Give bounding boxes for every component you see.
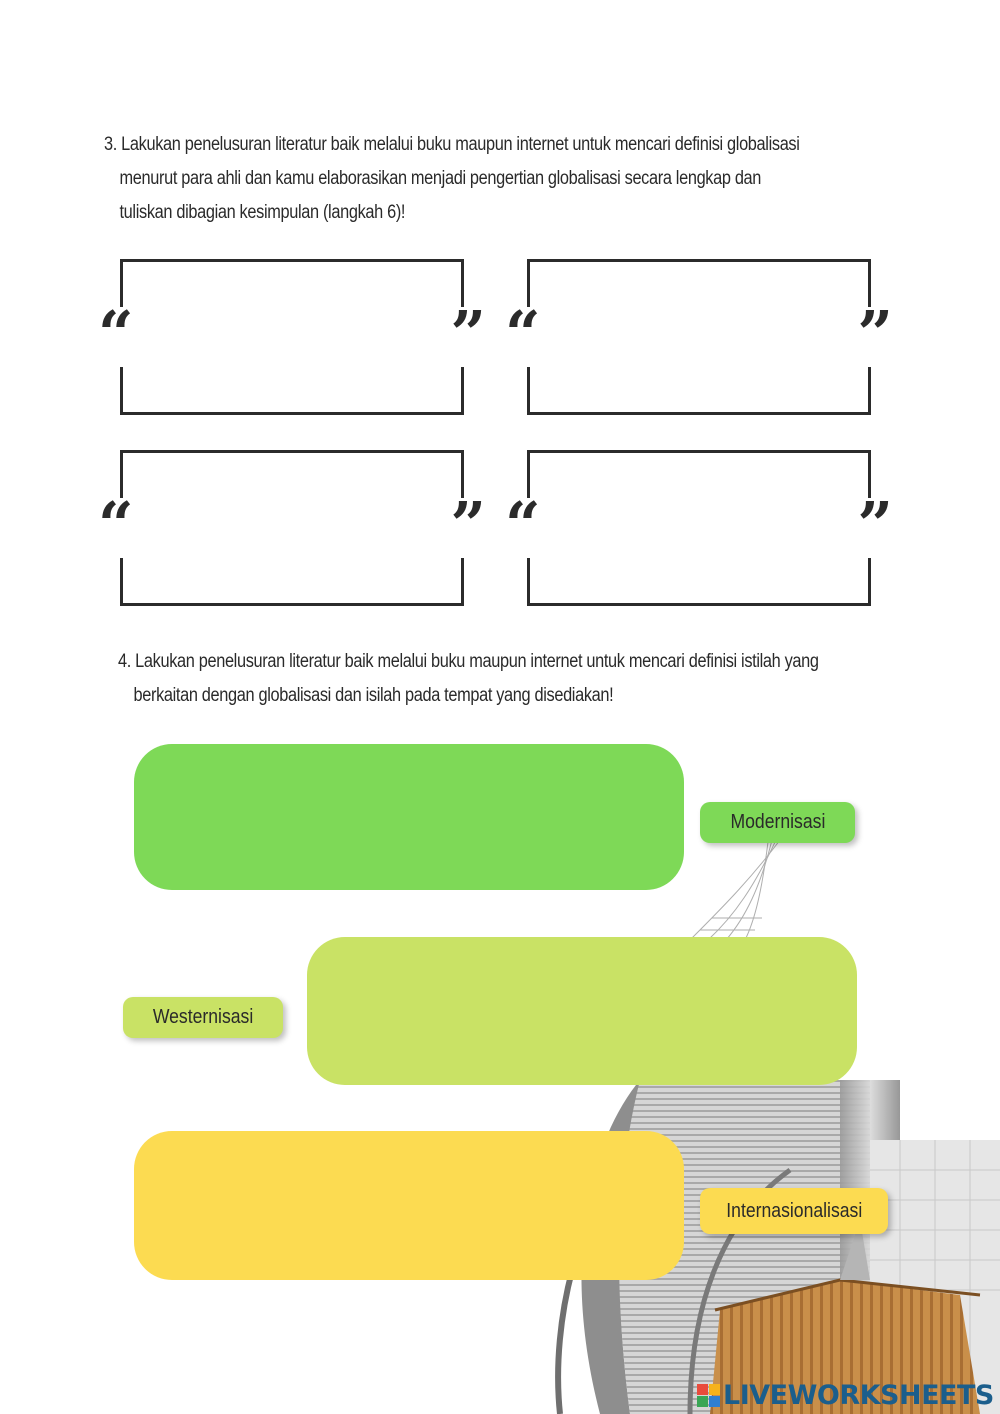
- open-quote-icon: “: [98, 488, 134, 561]
- liveworksheets-watermark: [697, 1379, 994, 1411]
- close-quote-icon: ”: [857, 297, 893, 370]
- question-4: [118, 645, 819, 713]
- quote-box-1[interactable]: [98, 259, 486, 415]
- quote-box-frame: [120, 259, 464, 415]
- question-3-number: 3.: [104, 134, 117, 155]
- quote-box-3[interactable]: [98, 450, 486, 606]
- close-quote-icon: ”: [450, 488, 486, 561]
- open-quote-icon: “: [505, 297, 541, 370]
- quote-box-4[interactable]: [505, 450, 893, 606]
- open-quote-icon: “: [98, 297, 134, 370]
- term-label-internasionalisasi: Internasionalisasi: [700, 1188, 888, 1234]
- answer-panel-westernisasi[interactable]: [307, 937, 857, 1085]
- quote-box-frame: [527, 450, 871, 606]
- close-quote-icon: ”: [450, 297, 486, 370]
- answer-panel-internasionalisasi[interactable]: [134, 1131, 684, 1280]
- question-3-line-3: tuliskan dibagian kesimpulan (langkah 6)!: [119, 202, 406, 223]
- question-4-number: 4.: [118, 651, 131, 672]
- question-3: [104, 128, 800, 230]
- question-4-line-1: 4. Lakukan penelusuran literatur baik melalui buku maupun internet untuk mencari definisi istilah yang: [118, 645, 819, 679]
- watermark-text: LIVEWORKSHEETS: [723, 1379, 994, 1411]
- quote-box-2[interactable]: [505, 259, 893, 415]
- open-quote-icon: “: [505, 488, 541, 561]
- question-3-line-2: menurut para ahli dan kamu elaborasikan menjadi pengertian globalisasi secara lengkap dan: [119, 168, 762, 189]
- quote-box-frame: [120, 450, 464, 606]
- question-4-line-2: berkaitan dengan globalisasi dan isilah pada tempat yang disediakan!: [133, 685, 614, 706]
- quote-box-frame: [527, 259, 871, 415]
- liveworksheets-logo-icon: [697, 1384, 720, 1407]
- question-3-line-1: 3. Lakukan penelusuran literatur baik melalui buku maupun internet untuk mencari definisi globalisasi: [104, 128, 800, 162]
- term-label-westernisasi: Westernisasi: [123, 997, 283, 1038]
- term-label-modernisasi: Modernisasi: [700, 802, 855, 843]
- close-quote-icon: ”: [857, 488, 893, 561]
- answer-panel-modernisasi[interactable]: [134, 744, 684, 890]
- building-illustration: [540, 840, 1000, 1414]
